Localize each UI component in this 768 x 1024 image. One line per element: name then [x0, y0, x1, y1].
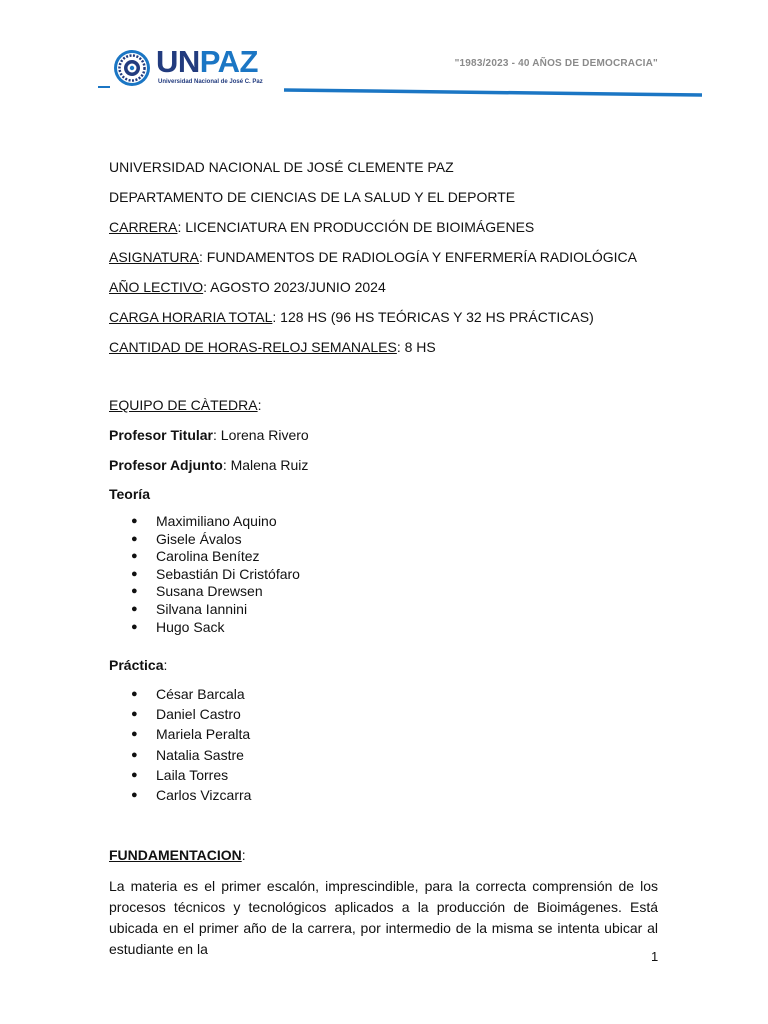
field-carrera [109, 218, 534, 236]
fundamentacion-heading-suffix: : [241, 847, 246, 863]
team-heading-suffix: : [257, 397, 262, 413]
list-item: ● Gisele Ávalos [109, 531, 300, 549]
list-item: ● Mariela Peralta [109, 724, 251, 744]
field-asignatura [109, 248, 637, 266]
department-name: DEPARTAMENTO DE CIENCIAS DE LA SALUD Y EL DEPORTE [109, 189, 516, 205]
titular-value: : Lorena Rivero [213, 427, 309, 443]
logo-wordmark [156, 44, 258, 80]
profesor-adjunto [109, 456, 308, 474]
page-header [0, 0, 768, 110]
university-name: UNIVERSIDAD NACIONAL DE JOSÉ CLEMENTE PAZ [109, 159, 454, 175]
logo-subtitle: Universidad Nacional de José C. Paz [158, 79, 263, 85]
field-label: CARRERA [109, 219, 178, 235]
field-value: : FUNDAMENTOS DE RADIOLOGÍA Y ENFERMERÍA RADIOLÓGICA [198, 249, 637, 265]
list-item: ● Maximiliano Aquino [109, 513, 300, 531]
team-heading-label: EQUIPO DE CÀTEDRA [109, 397, 258, 413]
field-label: CARGA HORARIA TOTAL [109, 309, 273, 325]
fundamentacion-paragraph: La materia es el primer escalón, imprescindible, para la correcta comprensión de los procesos técnicos y tecnológicos aplicados a la producción de Bioimágenes. Está ubicada en el primer año de la carrera, por intermedio de la misma se intenta ubicar al estudiante en la [109, 878, 658, 957]
field-label: CANTIDAD DE HORAS-RELOJ SEMANALES [109, 339, 397, 355]
list-item: ● Natalia Sastre [109, 745, 251, 765]
field-value: : 8 HS [396, 339, 436, 355]
adjunto-value: : Malena Ruiz [222, 457, 309, 473]
list-item: ● César Barcala [109, 684, 251, 704]
field-value: : LICENCIATURA EN PRODUCCIÓN DE BIOIMÁGENES [177, 219, 535, 235]
list-item: ● Sebastián Di Cristófaro [109, 566, 300, 584]
field-value: : 128 HS (96 HS TEÓRICAS Y 32 HS PRÁCTICAS) [272, 309, 594, 325]
page-number: 1 [651, 949, 659, 964]
list-item: ● Daniel Castro [109, 704, 251, 724]
university-seal-icon [112, 48, 152, 88]
list-item: ● Hugo Sack [109, 619, 300, 637]
header-rule [98, 86, 702, 98]
list-item: ● Carlos Vizcarra [109, 785, 251, 805]
adjunto-label: Profesor Adjunto [109, 457, 223, 473]
list-item: ● Laila Torres [109, 765, 251, 785]
field-label: AÑO LECTIVO [109, 279, 204, 295]
list-item: ● Susana Drewsen [109, 583, 300, 601]
profesor-titular [109, 426, 309, 444]
field-horas-semanales [109, 338, 436, 356]
field-label: ASIGNATURA [109, 249, 199, 265]
team-heading [109, 396, 261, 414]
list-item: ● Silvana Iannini [109, 601, 300, 619]
teoria-list [109, 513, 300, 636]
practica-heading [109, 656, 167, 674]
practica-list [109, 684, 251, 805]
practica-heading-suffix: : [163, 657, 168, 673]
practica-heading-label: Práctica [109, 657, 164, 673]
field-value: : AGOSTO 2023/JUNIO 2024 [203, 279, 386, 295]
unpaz-logo [112, 46, 284, 90]
field-ano-lectivo [109, 278, 386, 296]
fundamentacion-heading-label: FUNDAMENTACION [109, 847, 242, 863]
field-carga-horaria [109, 308, 594, 326]
titular-label: Profesor Titular [109, 427, 213, 443]
fundamentacion-heading [109, 846, 246, 864]
header-motto: "1983/2023 - 40 AÑOS DE DEMOCRACIA" [454, 58, 658, 69]
list-item: ● Carolina Benítez [109, 548, 300, 566]
teoria-heading: Teoría [109, 486, 150, 502]
logo-name: UNPAZ [156, 44, 258, 79]
